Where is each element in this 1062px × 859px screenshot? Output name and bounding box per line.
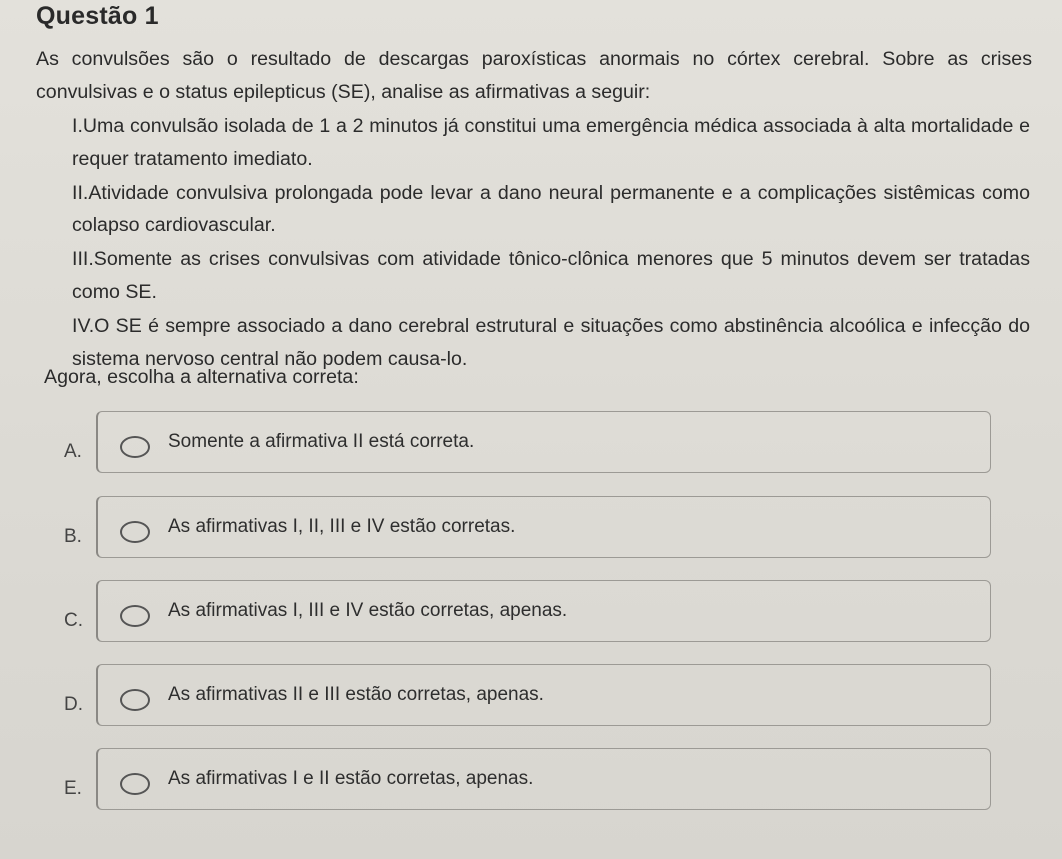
statement-list	[72, 110, 1030, 376]
option-letter: A.	[64, 441, 82, 462]
option-label: As afirmativas I e II estão corretas, apenas.	[168, 768, 534, 789]
radio-circle-icon[interactable]	[120, 521, 150, 543]
option-label: As afirmativas I, II, III e IV estão corretas.	[168, 516, 516, 537]
option-label: As afirmativas II e III estão corretas, apenas.	[168, 684, 544, 705]
statement-item-2: II.Atividade convulsiva prolongada pode levar a dano neural permanente e a complicações sistêmicas como colapso cardiovascular.	[72, 181, 1030, 237]
option-letter: B.	[64, 526, 82, 547]
option-label: Somente a afirmativa II está correta.	[168, 431, 475, 452]
answer-instruction: Agora, escolha a alternativa correta:	[44, 366, 359, 388]
option-a[interactable]	[40, 411, 990, 471]
question-statement: As convulsões são o resultado de descargas paroxísticas anormais no córtex cerebral. Sobre as crises convulsivas e o status epilepticus (SE), analise as afirmativas a seguir:	[36, 48, 1032, 103]
option-b[interactable]	[40, 496, 990, 556]
radio-circle-icon[interactable]	[120, 689, 150, 711]
radio-circle-icon[interactable]	[120, 605, 150, 627]
statement-item-1: I.Uma convulsão isolada de 1 a 2 minutos já constitui uma emergência médica associada à alta mortalidade e requer tratamento imediato.	[72, 115, 1030, 170]
question-title: Questão 1	[36, 2, 159, 30]
statement-item-3: III.Somente as crises convulsivas com atividade tônico-clônica menores que 5 minutos devem ser tratadas como SE.	[72, 248, 1030, 303]
option-letter: D.	[64, 694, 83, 715]
option-label: As afirmativas I, III e IV estão corretas, apenas.	[168, 600, 568, 621]
statement-item-4: IV.O SE é sempre associado a dano cerebral estrutural e situações como abstinência alcoólica e infecção do sistema nervoso central não podem causa-lo.	[72, 314, 1030, 370]
option-c[interactable]	[40, 580, 990, 640]
radio-circle-icon[interactable]	[120, 773, 150, 795]
option-d[interactable]	[40, 664, 990, 724]
radio-circle-icon[interactable]	[120, 436, 150, 458]
option-letter: E.	[64, 778, 82, 799]
option-e[interactable]	[40, 748, 990, 808]
option-letter: C.	[64, 610, 83, 631]
